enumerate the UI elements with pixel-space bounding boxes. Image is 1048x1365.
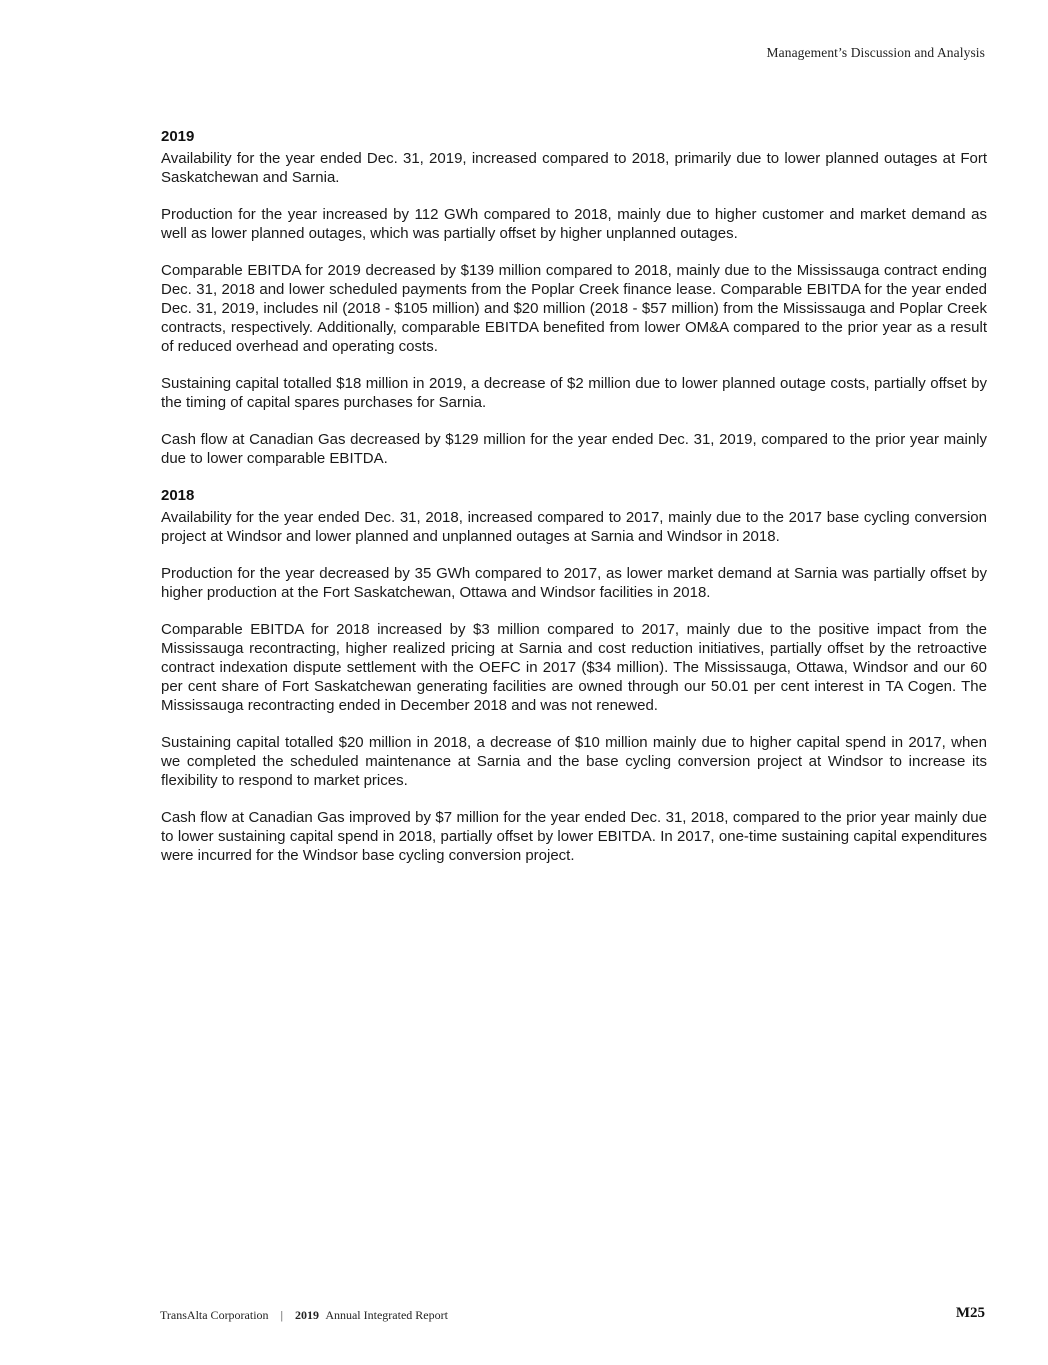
paragraph-production: Production for the year decreased by 35 GWh compared to 2017, as lower market demand at Sarnia was partially offset by higher production at the Fort Saskatchewan, Ottawa and Windsor facilities in 2018. (161, 565, 987, 601)
paragraph-availability: Availability for the year ended Dec. 31, 2019, increased compared to 2018, primarily due to lower planned outages at Fort Saskatchewan and Sarnia. (161, 150, 987, 186)
paragraph-comparable-ebitda: Comparable EBITDA for 2018 increased by $3 million compared to 2017, mainly due to the positive impact from the Mississauga recontracting, higher realized pricing at Sarnia and cost reduction initiatives, partially offset by the retroactive contract indexation dispute settlement with the OEFC in 2017 ($34 million). The Mississauga, Ottawa, Windsor and our 60 per cent share of Fort Saskatchewan generating facilities are owned through our 50.01 per cent interest in TA Cogen. The Mississauga recontracting ended in December 2018 and was not renewed. (161, 621, 987, 714)
section-2019 (161, 127, 987, 468)
running-header-title: Management’s Discussion and Analysis (766, 45, 985, 60)
paragraph-comparable-ebitda: Comparable EBITDA for 2019 decreased by $139 million compared to 2018, mainly due to the Mississauga contract ending Dec. 31, 2018 and lower scheduled payments from the Poplar Creek finance lease. Comparable EBITDA for the year ended Dec. 31, 2019, includes nil (2018 - $105 million) and $20 million (2018 - $57 million) from the Mississauga and Poplar Creek contracts, respectively. Additionally, comparable EBITDA benefited from lower OM&A compared to the prior year as a result of reduced overhead and operating costs. (161, 262, 987, 355)
page-footer (160, 1305, 985, 1327)
section-heading: 2019 (161, 128, 195, 145)
page-number: M25 (955, 1305, 985, 1321)
paragraph-availability: Availability for the year ended Dec. 31, 2018, increased compared to 2017, mainly due to the 2017 base cycling conversion project at Windsor and lower planned and unplanned outages at Sarnia and Windsor in 2018. (161, 509, 987, 545)
paragraph-sustaining-capital: Sustaining capital totalled $20 million in 2018, a decrease of $10 million mainly due to higher capital spend in 2017, when we completed the scheduled maintenance at Sarnia and the base cycling conversion project at Windsor to increase its flexibility to respond to market prices. (161, 734, 987, 789)
footer-report-name: Annual Integrated Report (325, 1308, 448, 1322)
section-2018 (161, 486, 987, 865)
paragraph-production: Production for the year increased by 112 GWh compared to 2018, mainly due to higher customer and market demand as well as lower planned outages, which was partially offset by higher unplanned outages. (161, 206, 987, 242)
footer-report-year: 2019 (294, 1308, 319, 1322)
paragraph-cash-flow: Cash flow at Canadian Gas improved by $7 million for the year ended Dec. 31, 2018, compared to the prior year mainly due to lower sustaining capital spend in 2018, partially offset by lower EBITDA. In 2017, one-time sustaining capital expenditures were incurred for the Windsor base cycling conversion project. (161, 809, 987, 864)
paragraph-sustaining-capital: Sustaining capital totalled $18 million in 2019, a decrease of $2 million due to lower planned outage costs, partially offset by the timing of capital spares purchases for Sarnia. (161, 375, 987, 411)
document-body (161, 127, 987, 883)
section-heading: 2018 (161, 487, 195, 504)
paragraph-cash-flow: Cash flow at Canadian Gas decreased by $129 million for the year ended Dec. 31, 2019, compared to the prior year mainly due to lower comparable EBITDA. (161, 431, 987, 467)
footer-report-info (160, 1308, 448, 1323)
footer-company-name: TransAlta Corporation (160, 1308, 269, 1322)
footer-separator: | (280, 1308, 283, 1322)
